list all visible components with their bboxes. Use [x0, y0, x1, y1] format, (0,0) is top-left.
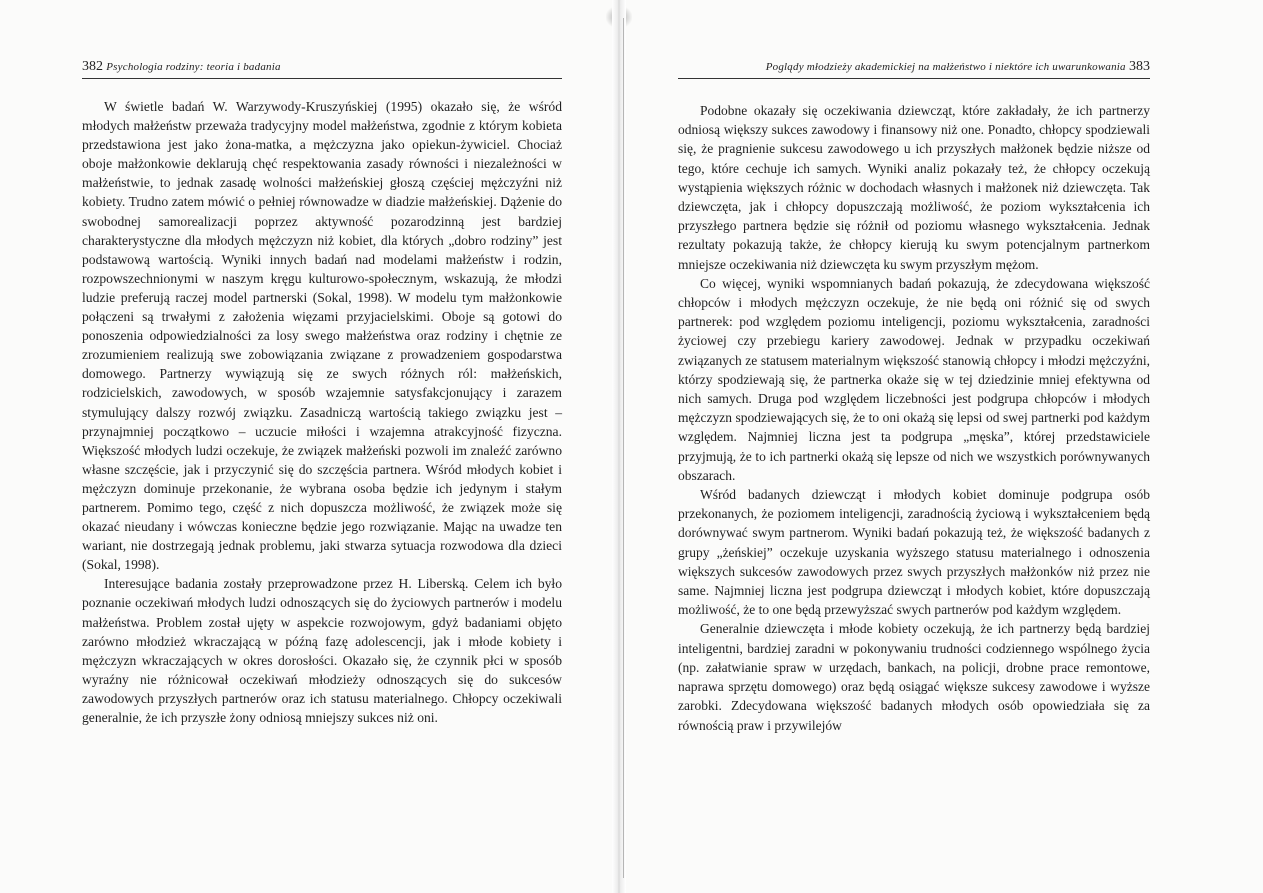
right-running-title: Poglądy młodzieży akademickiej na małżeństwo i niektóre ich uwarunkowania: [765, 61, 1126, 73]
left-running-head: [82, 58, 281, 75]
left-page-number: 382: [82, 59, 103, 74]
right-page-number: 383: [1129, 59, 1150, 74]
right-page: [678, 0, 1150, 893]
paragraph: Interesujące badania zostały przeprowadzone przez H. Liberską. Celem ich było poznanie oczekiwań młodych ludzi odnoszących się do życiowych partnerów i modelu małżeństwa. Problem został ujęty w aspekcie rozwojowym, gdyż badaniami objęto zarówno młodzież wkraczającą w późną fazę adolescencji, jak i młode kobiety i mężczyzn wkraczających w okres dorosłości. Okazało się, że czynnik płci w sposób wyraźny nie różnicował oczekiwań młodzieży odnoszących się do sukcesów zawodowych przyszłych partnerów oraz ich statusu materialnego. Chłopcy oczekiwali generalnie, że ich przyszłe żony odniosą mniejszy sukces niż oni.: [82, 576, 562, 725]
gutter-fold-line: [623, 18, 624, 878]
left-page: [82, 0, 562, 893]
right-header-rule: [678, 78, 1150, 79]
left-running-title: Psychologia rodziny: teoria i badania: [106, 61, 281, 73]
left-header-rule: [82, 78, 562, 79]
paragraph: Wśród badanych dziewcząt i młodych kobiet dominuje podgrupa osób przekonanych, że poziomem inteligencji, zaradnością życiową i wykształceniem będą dorównywać swym partnerom. Wyniki badań pokazują też, że większość badanych z grupy „żeńskiej” oczekuje uzyskania wyższego statusu materialnego i odnoszenia większych sukcesów zawodowych przez swych przyszłych małżonków niż przez nie same. Najmniej liczna jest podgrupa dziewcząt i młodych kobiet, które dopuszczają możliwość, że to one będą przewyższać swych partnerów pod każdym względem.: [678, 487, 1150, 618]
right-body-text: [678, 101, 1150, 735]
left-body-text: [82, 97, 562, 727]
right-running-head: [766, 58, 1150, 75]
paragraph: Generalnie dziewczęta i młode kobiety oczekują, że ich partnerzy będą bardziej inteligentni, bardziej zaradni w pokonywaniu trudności codziennego wspólnego życia (np. załatwianie spraw w urzędach, bankach, na policji, drobne prace remontowe, naprawa sprzętu domowego) oraz będą osiągać większe sukcesy zawodowe i wyższe zarobki. Zdecydowana większość badanych młodych osób opowiedziała się za równością praw i przywilejów: [678, 621, 1150, 733]
paragraph: W świetle badań W. Warzywody-Kruszyńskiej (1995) okazało się, że wśród młodych małżeństw przeważa tradycyjny model małżeństwa, zgodnie z którym kobieta przedstawiona jest jako żona-matka, a mężczyzna jako opiekun-żywiciel. Chociaż oboje małżonkowie deklarują chęć respektowania zasady równości i niezależności w małżeństwie, to jednak zasadę wolności małżeńskiej głoszą częściej mężczyźni niż kobiety. Trudno zatem mówić o pełniej równowadze w diadzie małżeńskiej. Dążenie do swobodnej samorealizacji poprzez aktywność pozarodzinną jest bardziej charakterystyczne dla młodych mężczyzn niż kobiet, dla których „dobro rodziny” jest podstawową wartością. Wyniki innych badań nad modelami małżeństw i rodzin, rozpowszechnionymi w naszym kręgu kulturowo-społecznym, wskazują, że młodzi ludzie preferują raczej model partnerski (Sokal, 1998). W modelu tym małżonkowie połączeni są trwałymi z założenia więzami przyjacielskimi. Oboje są gotowi do ponoszenia odpowiedzialności za losy swego małżeństwa oraz rodziny i chętnie ze zrozumieniem realizują swe zobowiązania związane z prowadzeniem gospodarstwa domowego. Partnerzy wywiązują się ze swych różnych ról: małżeńskich, rodzicielskich, zawodowych, w sposób wzajemnie satysfakcjonujący i zarazem stymulujący dalszy rozwój związku. Zasadniczą wartością takiego związku jest – przynajmniej początkowo – uczucie miłości i wzajemna atrakcyjność fizyczna. Większość młodych ludzi oczekuje, że związek małżeński pozwoli im znaleźć zarówno własne szczęście, jak i przyczynić się do szczęścia partnera. Wśród młodych kobiet i mężczyzn dominuje przekonanie, że wybrana osoba będzie ich jedynym i stałym partnerem. Pomimo tego, część z nich dopuszcza możliwość, że związek może się okazać nieudany i wówczas konieczne będzie jego rozwiązanie. Mając na uwadze ten wariant, nie dostrzegają jednak problemu, jaki stwarza sytuacja rozwodowa dla dzieci (Sokal, 1998).: [82, 99, 562, 573]
paragraph: Co więcej, wyniki wspomnianych badań pokazują, że zdecydowana większość chłopców i młodych mężczyzn oczekuje, że nie będą oni różnić się od swych partnerek: pod względem poziomu inteligencji, poziomu wykształcenia, zaradności życiowej czy przebiegu kariery zawodowej. Jednak w przypadku oczekiwań związanych ze statusem materialnym większość stanowią chłopcy i młodzi mężczyźni, którzy spodziewają się, że partnerka okaże się w tej dziedzinie mniej efektywna od nich samych. Druga pod względem liczebności jest podgrupa chłopców i młodych mężczyzn spodziewających się, że to oni okażą się lepsi od swej partnerki pod każdym względem. Najmniej liczna jest ta podgrupa „męska”, której przedstawiciele przyjmują, że to ich partnerki okażą się lepsze od nich we wszystkich porównywanych obszarach.: [678, 275, 1150, 483]
paragraph: Podobne okazały się oczekiwania dziewcząt, które zakładały, że ich partnerzy odniosą większy sukces zawodowy i finansowy niż one. Ponadto, chłopcy spodziewali się, że pragnienie sukcesu zawodowego u ich przyszłych małżonek będzie niższe od tego, które cechuje ich samych. Wyniki analiz pokazały też, że chłopcy oczekują wystąpienia większych różnic w dochodach własnych i małżonek niż dziewczęta. Tak dziewczęta, jak i chłopcy dopuszczają możliwość, że poziom wykształcenia ich przyszłego partnera będzie się różnił od poziomu własnego wykształcenia. Jednak rezultaty pokazują także, że chłopcy kierują ku swym potencjalnym partnerkom mniejsze oczekiwania niż dziewczęta ku swym przyszłym mężom.: [678, 103, 1150, 272]
